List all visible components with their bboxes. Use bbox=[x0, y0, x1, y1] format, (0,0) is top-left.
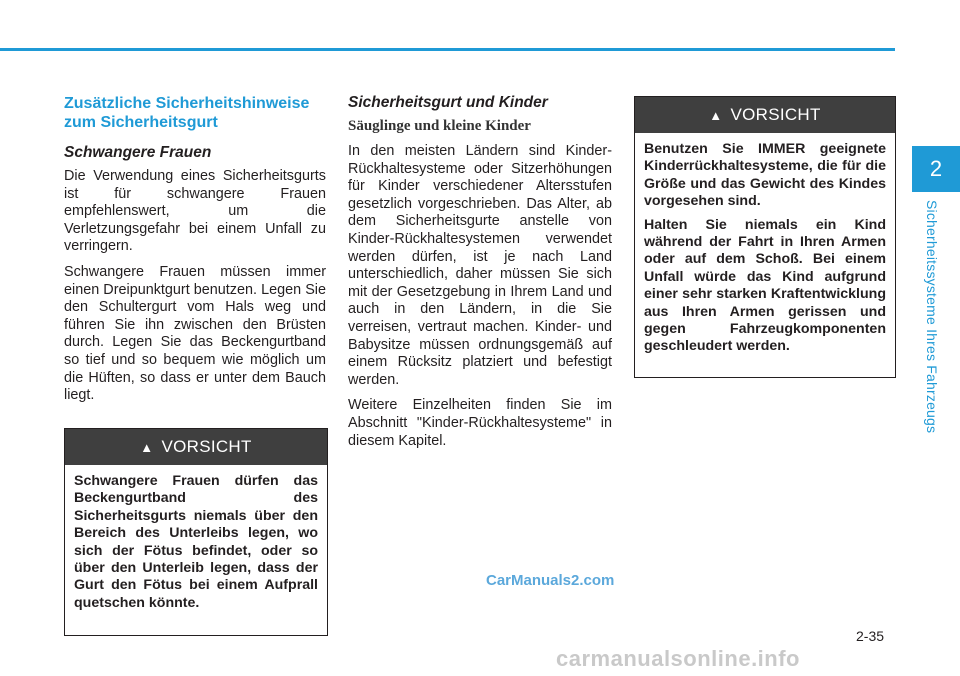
page-number: 2-35 bbox=[856, 628, 885, 644]
chapter-number-tab bbox=[912, 146, 960, 192]
warning-body bbox=[635, 133, 895, 370]
subsection-title-children: Sicherheitsgurt und Kinder bbox=[348, 94, 548, 111]
warning-header bbox=[65, 429, 327, 465]
subsection-title-pregnant: Schwangere Frauen bbox=[64, 144, 212, 161]
warning-body bbox=[65, 465, 327, 626]
warning-text: Halten Sie niemals ein Kind während der Fahrt in Ihren Armen oder auf dem Schoß. Bei einem Unfall würde das Kind aufgrund einer sehr starken Kraftentwicklung aus Ihren Armen gerissen und gegen Fahrzeugkomponenten geschleudert werden. bbox=[644, 216, 886, 355]
chapter-title: Sicherheitssysteme Ihres Fahrzeugs bbox=[924, 200, 940, 434]
warning-triangle-icon: ▲ bbox=[140, 439, 154, 455]
paragraph: Schwangere Frauen müssen immer einen Dreipunktgurt benutzen. Legen Sie den Schultergurt vom Hals weg und führen Sie ihn zwischen den Brüsten durch. Legen Sie das Beckengurtband so tief und so bequem wie möglich um die Hüften, so dass er unter dem Bauch liegt. bbox=[64, 263, 326, 404]
warning-box-pregnant bbox=[64, 428, 328, 636]
warning-header bbox=[635, 97, 895, 133]
top-rule bbox=[0, 48, 895, 51]
subsection-subtitle-infants: Säuglinge und kleine Kinder bbox=[348, 118, 531, 134]
warning-box-children bbox=[634, 96, 896, 378]
footer-watermark: carmanualsonline.info bbox=[556, 646, 800, 671]
column-1 bbox=[64, 94, 326, 413]
warning-triangle-icon: ▲ bbox=[709, 107, 723, 123]
watermark-logo: CarManuals2.com bbox=[486, 572, 615, 589]
section-title: Zusätzliche Sicherheitshinweise zum Sicherheitsgurt bbox=[64, 95, 310, 131]
warning-header-label: VORSICHT bbox=[161, 437, 252, 456]
column-2 bbox=[348, 94, 612, 458]
chapter-title-vertical bbox=[918, 200, 946, 440]
warning-text: Schwangere Frauen dürfen das Beckengurtband des Sicherheitsgurts niemals über den Bereich des Unterleibs legen, wo sich der Fötus befindet, oder so über den Unterleib legen, dass der Gurt den Fötus bei einem Aufprall quetschen könnte. bbox=[74, 473, 318, 611]
paragraph: In den meisten Ländern sind Kinder-Rückhaltesysteme oder Sitzerhöhungen für Kinder verschiedener Altersstufen gesetzlich vorgeschrieben. Das Alter, ab dem Sicherheitsgurte anstelle von Kinder-Rückhaltesystemen verwendet werden dürfen, ist je nach Land unterschiedlich, daher müssen Sie sich mit der Gesetzgebung in Ihrem Land und auch in den Ländern, in die Sie verreisen, vertraut machen. Kinder- und Babysitze müssen ordnungsgemäß auf einem Rücksitz platziert und befestigt werden. bbox=[348, 143, 612, 388]
warning-text: Benutzen Sie IMMER geeignete Kinderrückhaltesysteme, die für die Größe und das Gewicht des Kindes vorgesehen sind. bbox=[644, 141, 886, 210]
paragraph: Weitere Einzelheiten finden Sie im Abschnitt "Kinder-Rückhaltesysteme" in diesem Kapitel. bbox=[348, 397, 612, 449]
warning-header-label: VORSICHT bbox=[730, 105, 821, 124]
chapter-number: 2 bbox=[929, 156, 943, 181]
paragraph: Die Verwendung eines Sicherheitsgurts ist für schwangere Frauen empfehlenswert, um die Verletzungsgefahr bei einem Unfall zu verringern. bbox=[64, 168, 326, 255]
